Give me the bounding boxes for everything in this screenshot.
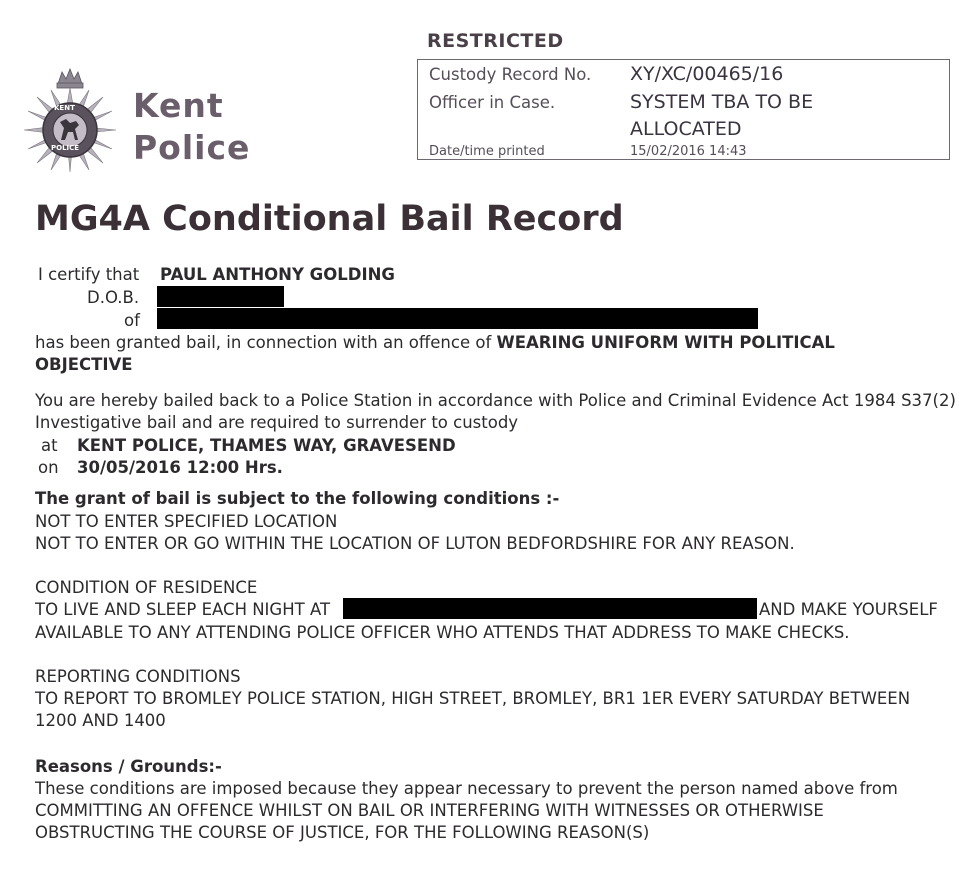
offence-line2: OBJECTIVE [35, 355, 133, 374]
condition3-line2: 1200 AND 1400 [35, 711, 166, 730]
certify-label: I certify that [38, 265, 140, 284]
custody-record-label: Custody Record No. [429, 65, 592, 84]
surrender-at-label: at [41, 436, 58, 455]
reasons-heading: Reasons / Grounds:- [35, 757, 222, 776]
custody-record-value: XY/XC/00465/16 [630, 63, 784, 85]
surrender-datetime: 30/05/2016 12:00 Hrs. [77, 458, 283, 477]
officer-in-case-value-line1: SYSTEM TBA TO BE [630, 91, 814, 113]
conditions-heading: The grant of bail is subject to the following conditions :- [35, 489, 560, 508]
reasons-line2: COMMITTING AN OFFENCE WHILST ON BAIL OR INTERFERING WITH WITNESSES OR OTHERWISE [35, 801, 824, 820]
condition2-text-after: AND MAKE YOURSELF [759, 600, 938, 619]
condition2-title: CONDITION OF RESIDENCE [35, 578, 258, 597]
date-printed-label: Date/time printed [429, 144, 545, 159]
bail-back-line2: Investigative bail and are required to surrender to custody [35, 413, 519, 432]
date-printed-value: 15/02/2016 14:43 [630, 144, 747, 159]
officer-in-case-value-line2: ALLOCATED [630, 118, 742, 140]
offence-line1: WEARING UNIFORM WITH POLITICAL [496, 333, 835, 352]
surrender-location: KENT POLICE, THAMES WAY, GRAVESEND [77, 436, 456, 455]
custody-info-box [417, 59, 950, 160]
classification-label: RESTRICTED [427, 30, 564, 52]
granted-text-prefix: has been granted bail, in connection with an offence of [35, 333, 492, 352]
granted-text [35, 333, 835, 353]
residence-address-redaction [343, 598, 757, 619]
condition3-title: REPORTING CONDITIONS [35, 667, 241, 686]
address-redaction [157, 308, 758, 329]
address-of-label: of [124, 311, 140, 330]
person-name: PAUL ANTHONY GOLDING [160, 265, 395, 284]
condition3-line1: TO REPORT TO BROMLEY POLICE STATION, HIGH STREET, BROMLEY, BR1 1ER EVERY SATURDAY BETWEEN [35, 689, 911, 708]
org-name-line1: Kent [133, 86, 224, 125]
officer-in-case-label: Officer in Case. [429, 93, 556, 112]
dob-redaction [157, 286, 284, 307]
kent-police-badge-logo [20, 66, 120, 174]
badge-top-text: KENT [54, 104, 75, 112]
form-title: MG4A Conditional Bail Record [35, 199, 624, 239]
bail-back-line1: You are hereby bailed back to a Police Station in accordance with Police and Criminal Evidence Act 1984 S37(2) [35, 391, 956, 410]
reasons-line3: OBSTRUCTING THE COURSE OF JUSTICE, FOR THE FOLLOWING REASON(S) [35, 823, 650, 842]
badge-bottom-text: POLICE [51, 144, 80, 152]
condition1-title: NOT TO ENTER SPECIFIED LOCATION [35, 512, 338, 531]
surrender-on-label: on [38, 458, 59, 477]
org-name-line2: Police [133, 128, 251, 167]
condition2-text-line2: AVAILABLE TO ANY ATTENDING POLICE OFFICER WHO ATTENDS THAT ADDRESS TO MAKE CHECKS. [35, 623, 850, 642]
reasons-line1: These conditions are imposed because they appear necessary to prevent the person named above from [35, 779, 898, 798]
condition2-text-before: TO LIVE AND SLEEP EACH NIGHT AT [35, 600, 331, 619]
condition1-text: NOT TO ENTER OR GO WITHIN THE LOCATION OF LUTON BEDFORDSHIRE FOR ANY REASON. [35, 534, 795, 553]
dob-label: D.O.B. [87, 288, 140, 307]
